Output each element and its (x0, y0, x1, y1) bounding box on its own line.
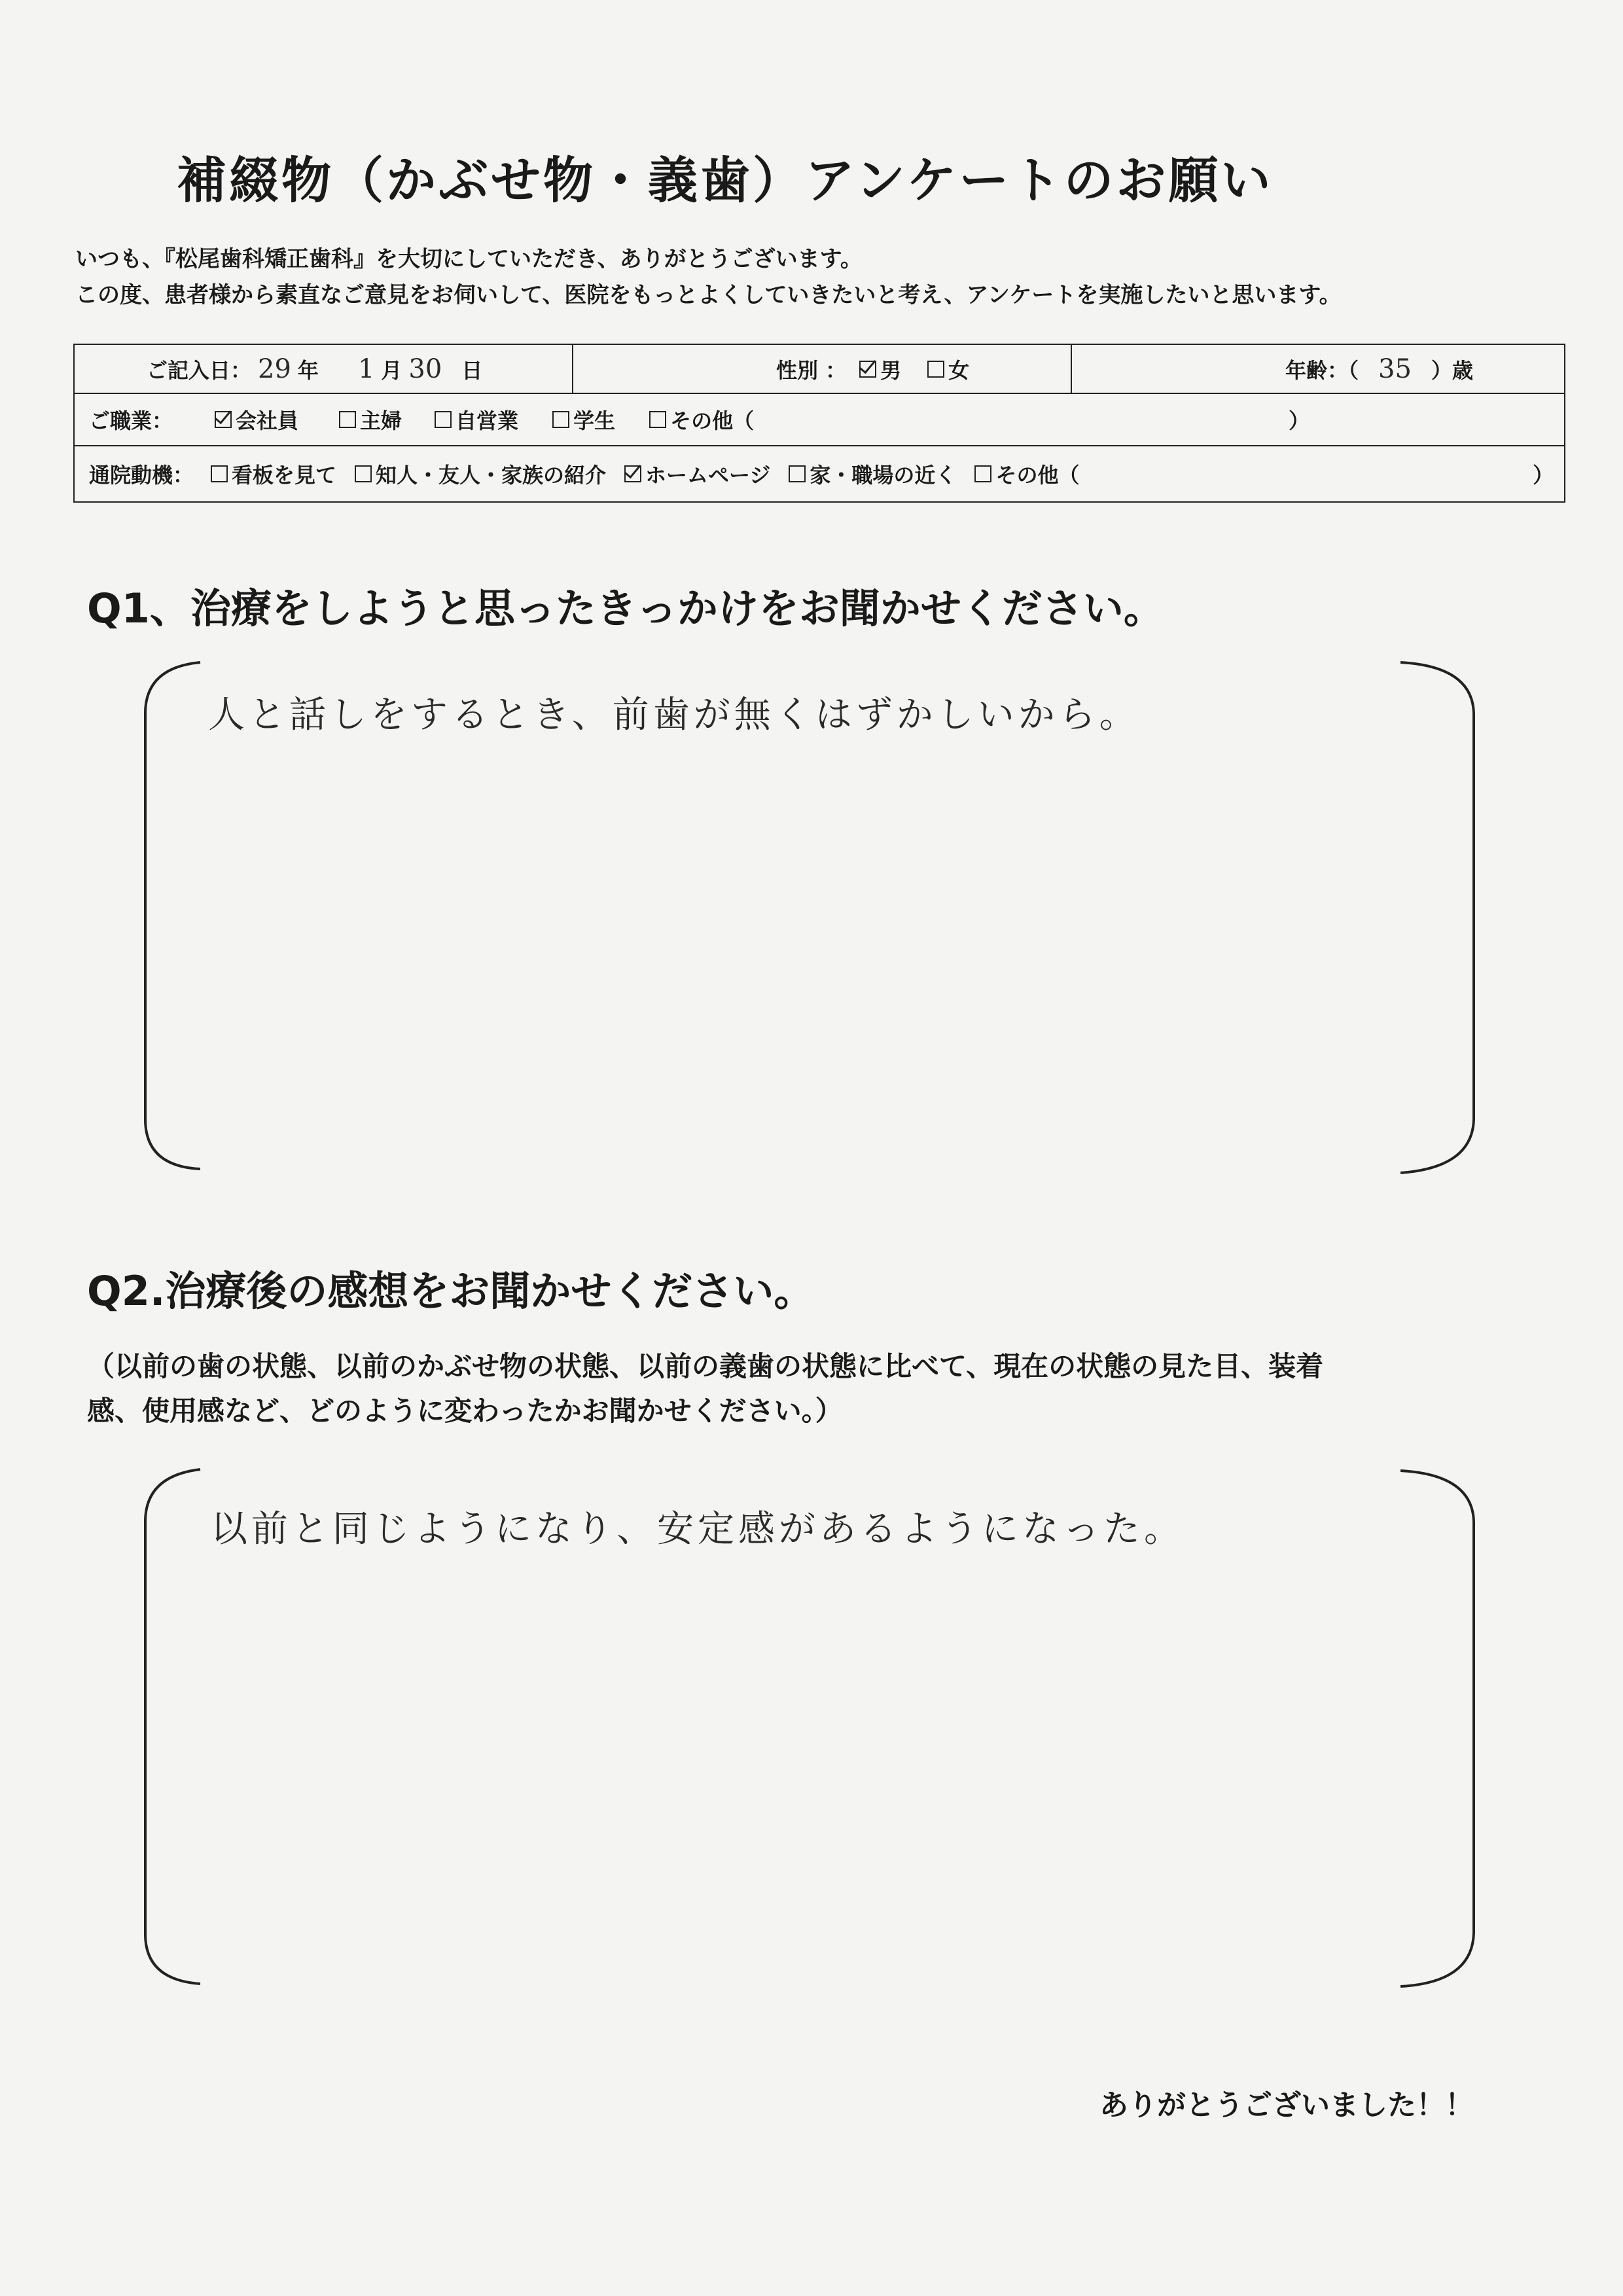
gender-option-male[interactable]: 男 (859, 354, 901, 384)
date-month-unit: 月 (381, 357, 402, 383)
checkbox-icon[interactable] (974, 465, 991, 482)
occupation-other-close: ） (1289, 408, 1310, 433)
reason-option-signboard[interactable]: 看板を見て (211, 459, 336, 489)
date-month-value[interactable]: 1 (357, 353, 375, 384)
info-row-occupation (75, 394, 1564, 446)
date-cell (75, 345, 573, 393)
occupation-label: ご職業： (89, 408, 173, 433)
age-suffix: ）歳 (1431, 357, 1473, 383)
date-year-value[interactable]: 29 (258, 353, 291, 384)
age-label: 年齢：（ (1285, 357, 1359, 383)
occupation-option-other[interactable]: その他（ (649, 404, 754, 435)
occupation-option-housewife[interactable]: 主婦 (339, 404, 402, 435)
checkbox-icon[interactable] (435, 411, 452, 428)
reason-other-close: ） (1533, 463, 1554, 488)
answer-2-text[interactable]: 以前と同じようになり、安定感があるようになった。 (211, 1508, 1185, 1551)
date-year-unit: 年 (297, 357, 319, 383)
occupation-option-student[interactable]: 学生 (552, 404, 615, 435)
checkbox-icon[interactable] (789, 465, 806, 482)
checkbox-icon[interactable] (211, 465, 228, 482)
occupation-option-employee[interactable]: 会社員 (215, 404, 298, 435)
checked-checkbox-icon[interactable] (624, 465, 641, 482)
question-2-note-line-1: （以前の歯の状態、以前のかぶせ物の状態、以前の義歯の状態に比べて、現在の状態の見た目、装着 (87, 1350, 1324, 1382)
info-row-reason (75, 446, 1564, 501)
intro-line-2: この度、患者様から素直なご意見をお伺いして、医院をもっとよくしていきたいと考え、アンケートを実施したいと思います。 (75, 282, 1342, 308)
checked-checkbox-icon[interactable] (215, 411, 232, 428)
reason-cell (75, 446, 1564, 501)
checkbox-icon[interactable] (552, 411, 569, 428)
gender-option-female[interactable]: 女 (927, 354, 969, 384)
age-value[interactable]: 35 (1378, 353, 1412, 384)
info-row-1 (75, 345, 1564, 394)
age-cell (1072, 345, 1564, 393)
question-2-note-line-2: 感、使用感など、どのように変わったかお聞かせください。） (87, 1395, 843, 1427)
date-day-unit: 日 (461, 357, 483, 383)
date-day-value[interactable]: 30 (408, 353, 442, 384)
reason-option-referral[interactable]: 知人・友人・家族の紹介 (355, 459, 606, 489)
checked-checkbox-icon[interactable] (859, 361, 876, 378)
reason-label: 通院動機： (89, 463, 194, 488)
question-2: Q2.治療後の感想をお聞かせください。 (87, 1267, 815, 1315)
intro-line-1: いつも、『松尾歯科矯正歯科』を大切にしていただき、ありがとうございます。 (75, 246, 863, 272)
gender-label: 性別 ： (776, 357, 847, 383)
question-1: Q1、治療をしようと思ったきっかけをお聞かせください。 (87, 584, 1164, 632)
reason-option-other[interactable]: その他（ (974, 459, 1079, 489)
reason-option-homepage[interactable]: ホームページ (624, 459, 770, 489)
gender-cell (573, 345, 1072, 393)
respondent-info-table (73, 344, 1565, 503)
occupation-cell (75, 394, 1564, 445)
checkbox-icon[interactable] (649, 411, 666, 428)
occupation-option-self-employed[interactable]: 自営業 (435, 404, 518, 435)
closing-thanks: ありがとうございました！！ (1099, 2089, 1474, 2122)
checkbox-icon[interactable] (927, 361, 944, 378)
checkbox-icon[interactable] (355, 465, 372, 482)
answer-1-text[interactable]: 人と話しをするとき、前歯が無くはずかしいから。 (208, 694, 1140, 736)
reason-option-nearby[interactable]: 家・職場の近く (789, 459, 956, 489)
checkbox-icon[interactable] (339, 411, 356, 428)
date-label: ご記入日： (147, 357, 252, 383)
page-title: 補綴物（かぶせ物・義歯）アンケートのお願い (177, 151, 1274, 209)
